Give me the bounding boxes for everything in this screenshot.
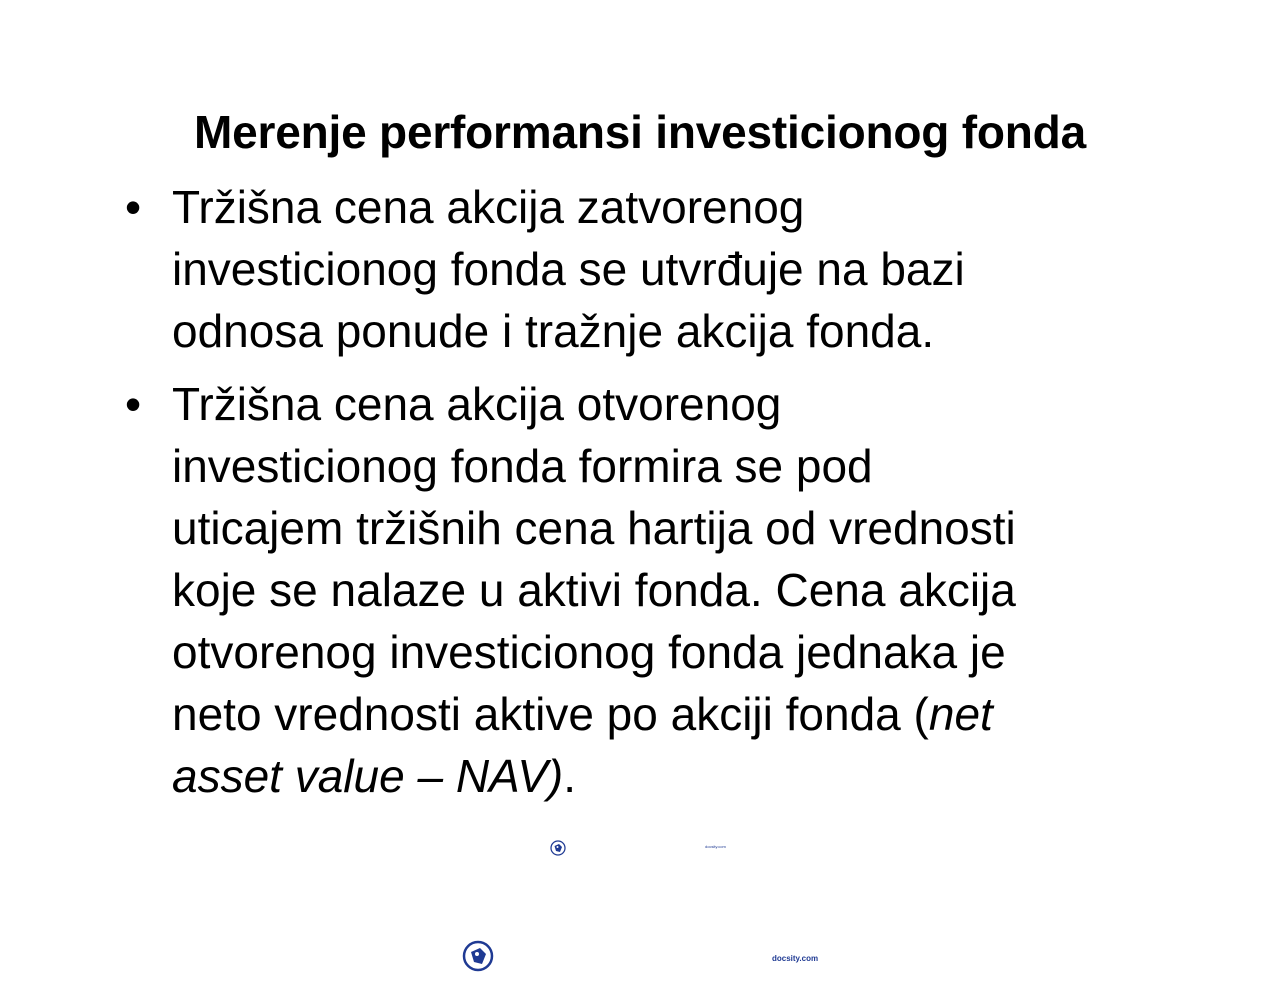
bullet-line: investicionog fonda se utvrđuje na bazi xyxy=(172,243,965,295)
bullet-text-italic: net xyxy=(928,688,993,740)
bullet-marker: • xyxy=(125,181,142,233)
bullet-line: otvorenog investicionog fonda jednaka je xyxy=(172,626,1006,678)
bullet-line: koje se nalaze u aktivi fonda. Cena akcija xyxy=(172,564,1016,616)
bullet-line: uticajem tržišnih cena hartija od vrednosti xyxy=(172,502,1016,554)
docsity-logo-icon xyxy=(462,940,494,972)
bullet-line-mixed xyxy=(172,745,1172,807)
slide-title: Merenje performansi investicionog fonda xyxy=(194,106,1086,158)
bullet-marker: • xyxy=(125,378,142,430)
watermark-text[interactable]: docsity.com xyxy=(705,844,726,849)
bullet-text-plain: . xyxy=(563,750,576,802)
bullet-line: investicionog fonda formira se pod xyxy=(172,440,873,492)
bullet-text xyxy=(172,373,1172,807)
watermark-small[interactable] xyxy=(550,840,730,860)
watermark-text[interactable]: docsity.com xyxy=(772,954,819,963)
bullet-text-plain: neto vrednosti aktive po akciji fonda ( xyxy=(172,688,929,740)
bullet-text-italic: asset value – NAV) xyxy=(172,750,564,802)
bullet-line: odnosa ponude i tražnje akcija fonda. xyxy=(172,305,935,357)
docsity-logo-icon xyxy=(550,840,566,856)
bullet-line-mixed xyxy=(172,683,1172,745)
bullet-line: Tržišna cena akcija otvorenog xyxy=(172,378,782,430)
watermark-large[interactable] xyxy=(462,940,822,974)
bullet-line: Tržišna cena akcija zatvorenog xyxy=(172,181,805,233)
bullet-text xyxy=(172,176,1172,362)
